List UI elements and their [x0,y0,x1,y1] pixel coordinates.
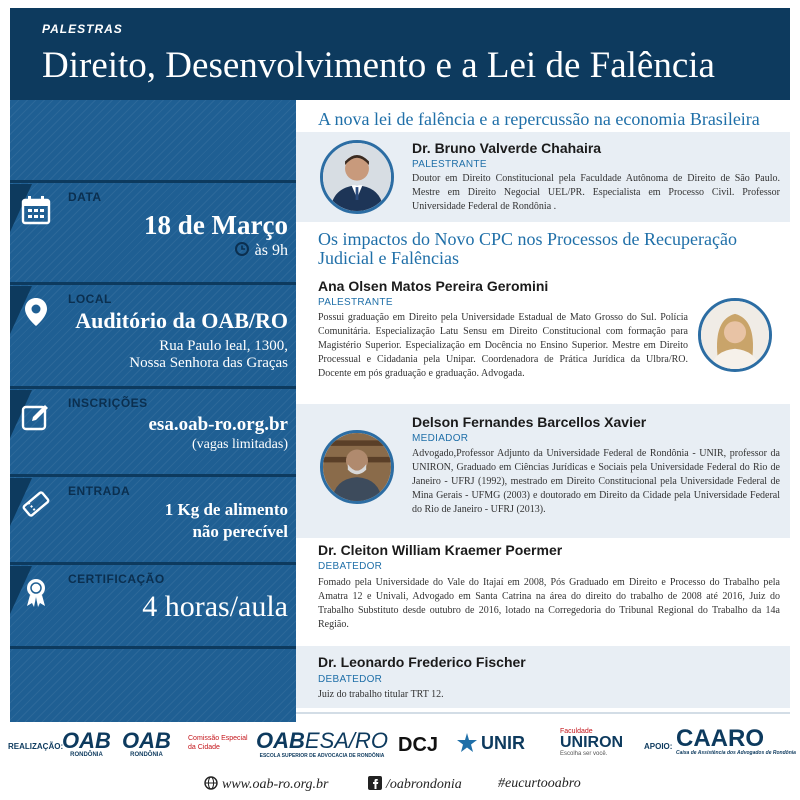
divider [296,712,790,714]
info-certification [10,566,296,646]
info-registration [10,390,296,474]
registration-note: (vagas limitadas) [191,437,288,452]
uniron-logo: Faculdade UNIRON Escolha ser você. [560,728,624,757]
speaker-name: Dr. Leonardo Frederico Fischer [318,654,526,670]
clock-icon [235,242,249,256]
speaker-bio: Advogado,Professor Adjunto da Universidade Federal de Rondônia - UNIR, professor da UNIRON, Graduado em Ciências Jurídicas e Sociais pela Universidade Federal do Rio de Janeiro - UFRJ (1992), mestrado em Direito Constitucional pela Universidade Federal de Mina Gerais - UFMG (2003) e doutorado em Direito da Cidade pela Universidade Federal do Rio de Janeiro - UFRJ (2013). [412,448,780,515]
divider [10,282,296,285]
registration-label: INSCRIÇÕES [68,396,148,410]
speaker-bio: Doutor em Direito Constitucional pela Faculdade Autônoma de Direito de São Paulo. Mestre em Direito Negocial UEL/PR. Especialista em Processo Civil. Professor Universidade Federal de Rondônia . [412,173,780,212]
header-eyebrow: PALESTRAS [42,22,123,36]
entry-label: ENTRADA [68,484,131,498]
section-title: Os impactos do Novo CPC nos Processos de Recuperação Judicial e Falências [318,229,737,268]
speaker-bio: Possui graduação em Direito pela Universidade Estadual de Mato Grosso do Sul. Polícia Comunitária. Especialização Latu Sensu em Direito Constitucional com formação para Magistério Superior. Especialização em Docência no Ensino Superior. Mestre em Direito Processual e Cidadania pela Unipar. Coordenadora de Prática Jurídica da Ulbra/RO. Docente em pós graduação e graduação. Advogada. [318,312,688,379]
speaker-card [296,132,790,222]
venue-address-line1: Rua Paulo leal, 1300, [159,338,288,354]
hashtag: #eucurtooabro [498,776,581,791]
unir-star-icon [456,732,478,754]
facebook-link[interactable]: /oabrondonia [368,776,462,793]
website-link[interactable]: www.oab-ro.org.br [204,776,328,793]
speaker-bio: Fomado pela Universidade do Vale do Itajaí em 2008, Pós Graduado em Direito e Processo do Trabalho pela Amatra 12 e Univali, Advogado em Santa Catrina na área do direito do trabalho de 2008 até 2016, Juiz do Trabalho Substituto desde outubro de 2016, lotado na Corregedoria do Tribunal Regional do Trabalho da 14a Região. [318,577,780,630]
divider [10,474,296,477]
info-date [10,184,296,282]
edit-icon [20,400,52,432]
entry-line2: não perecível [192,522,288,541]
speaker-role: MEDIADOR [412,433,469,444]
info-location [10,286,296,386]
speaker-card [296,646,790,708]
certification-hours: 4 horas/aula [142,590,288,623]
divider [10,562,296,565]
speaker-name: Dr. Cleiton William Kraemer Poermer [318,542,563,558]
venue-address-line2: Nossa Senhora das Graças [129,355,288,371]
entry-line1: 1 Kg de alimento [164,500,288,519]
divider [10,646,296,649]
comissao-logo: Comissão Especial da Cidade [188,735,248,751]
program-panel [296,100,790,722]
speaker-name: Ana Olsen Matos Pereira Geromini [318,278,549,294]
section-title: A nova lei de falência e a repercussão na economia Brasileira [318,109,760,129]
event-time-row [235,242,288,259]
speaker-role: DEBATEDOR [318,561,383,572]
location-label: LOCAL [68,292,112,306]
speaker-photo [320,430,394,504]
speaker-bio: Juiz do trabalho titular TRT 12. [318,689,444,700]
date-label: DATA [68,190,102,204]
divider [10,386,296,389]
event-info-panel [10,100,296,722]
realizacao-label: REALIZAÇÃO: [8,742,64,751]
info-entry [10,478,296,562]
apoio-label: APOIO: [644,742,673,751]
caaro-logo: CAARO Caixa de Assistência dos Advogados de Rondônia [676,725,796,756]
award-icon [20,576,52,608]
facebook-icon [368,776,382,790]
location-pin-icon [20,296,52,328]
calendar-icon [20,194,52,226]
divider [10,180,296,183]
venue-name: Auditório da OAB/RO [75,308,288,333]
speaker-photo [698,298,772,372]
speaker-name: Delson Fernandes Barcellos Xavier [412,414,647,430]
oab-rondonia-logo: OAB RONDÔNIA [122,728,171,758]
unir-logo: UNIR [456,732,525,754]
esa-logo: OABESA/RO ESCOLA SUPERIOR DE ADVOCACIA DE RONDÔNIA [256,728,389,759]
dcj-logo: DCJ [398,734,439,756]
event-date: 18 de Março [144,210,288,240]
certification-label: CERTIFICAÇÃO [68,572,165,586]
page-title: Direito, Desenvolvimento e a Lei de Falência [42,45,715,86]
speaker-role: PALESTRANTE [412,159,487,170]
speaker-card [296,404,790,538]
footer [0,722,800,800]
oab-rondonia-logo: OAB RONDÔNIA [62,728,111,758]
header-banner [10,8,790,100]
speaker-role: DEBATEDOR [318,674,383,685]
ticket-icon [20,488,52,520]
speaker-name: Dr. Bruno Valverde Chahaira [412,140,602,156]
event-time: às 9h [254,242,288,259]
globe-icon [204,776,218,790]
registration-site[interactable]: esa.oab-ro.org.br [148,414,288,435]
speaker-role: PALESTRANTE [318,297,393,308]
speaker-photo [320,140,394,214]
